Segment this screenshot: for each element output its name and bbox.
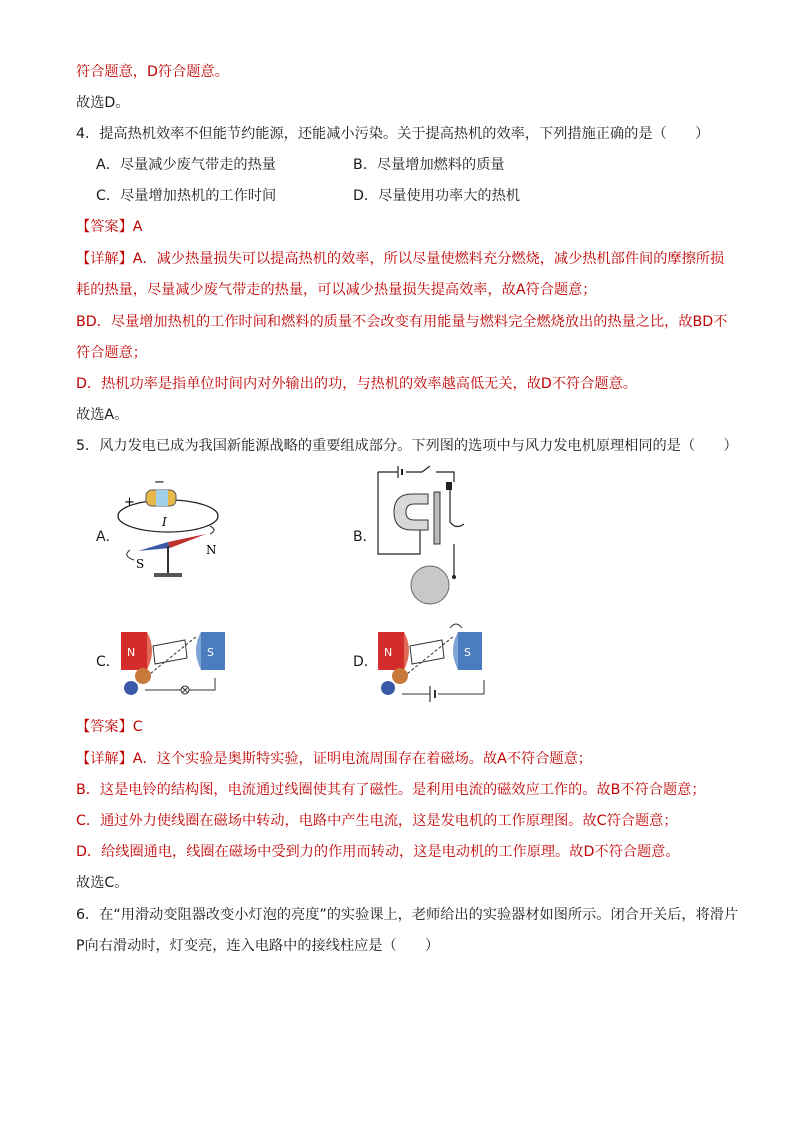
prev-answer-line: 符合题意，D符合题意。 (76, 64, 229, 80)
magnet-south: S (464, 646, 471, 659)
q5-detail-1 (76, 749, 718, 769)
detail-text: A．减少热量损失可以提高热机的效率，所以尽量使燃料充分燃烧，减少热机部件间的摩擦所损 (132, 251, 725, 267)
magnet-north: N (384, 646, 393, 659)
answer-value: C (132, 719, 143, 735)
detail-text: A．这个实验是奥斯特实验，证明电流周围存在着磁场。故A不符合题意； (132, 751, 592, 767)
q6-stem-1: 6．在“用滑动变阻器改变小灯泡的亮度”的实验课上，老师给出的实验器材如图所示。闭合开关后，将滑片 (76, 907, 739, 923)
motor-figure (372, 614, 492, 706)
q5-stem: 5．风力发电已成为我国新能源战略的重要组成部分。下列图的选项中与风力发电机原理相同的是（ ） (76, 438, 738, 454)
oersted-figure (110, 476, 230, 581)
q4-option-d: D．尽量使用功率大的热机 (353, 188, 520, 204)
q4-stem: 4．提高热机效率不但能节约能源，还能减小污染。关于提高热机的效率，下列措施正确的是（ ） (76, 126, 710, 142)
q4-answer (76, 217, 718, 237)
answer-tag: 【答案】 (76, 719, 133, 735)
plus-sign: + (124, 495, 135, 510)
q5-answer (76, 717, 718, 737)
detail-tag: 【详解】 (76, 251, 133, 267)
answer-tag: 【答案】 (76, 219, 133, 235)
prev-conclusion: 故选D。 (76, 95, 130, 111)
q5-detail-2: B．这是电铃的结构图，电流通过线圈使其有了磁性。是利用电流的磁效应工作的。故B不符合题意； (76, 782, 706, 798)
electric-bell-figure (370, 462, 480, 607)
q4-detail-3: BD．尽量增加热机的工作时间和燃料的质量不会改变有用能量与燃料完全燃烧放出的热量之比，故BD不 (76, 314, 728, 330)
q4-detail-4: 符合题意； (76, 345, 147, 361)
minus-sign: − (154, 476, 165, 490)
south-pole: S (136, 557, 145, 571)
q4-option-a: A．尽量减少废气带走的热量 (96, 157, 276, 173)
fig-c-label: C． (96, 654, 120, 670)
detail-tag: 【详解】 (76, 751, 133, 767)
current-label: I (162, 515, 167, 529)
fig-d-label: D． (353, 654, 378, 670)
q4-detail-5: D．热机功率是指单位时间内对外输出的功，与热机的效率越高低无关，故D不符合题意。 (76, 376, 637, 392)
q4-detail-1 (76, 249, 725, 269)
fig-a-label: A． (96, 529, 120, 545)
generator-figure (115, 618, 235, 700)
fig-b-label: B． (353, 529, 377, 545)
q4-option-b: B．尽量增加燃料的质量 (353, 157, 505, 173)
answer-value: A (132, 219, 143, 235)
q5-detail-3: C．通过外力使线圈在磁场中转动，电路中产生电流，这是发电机的工作原理图。故C符合题意； (76, 813, 678, 829)
q5-detail-4: D．给线圈通电，线圈在磁场中受到力的作用而转动，这是电动机的工作原理。故D不符合题意。 (76, 844, 680, 860)
north-pole: N (206, 543, 217, 557)
q4-conclusion: 故选A。 (76, 407, 129, 423)
q4-option-c: C．尽量增加热机的工作时间 (96, 188, 277, 204)
q4-detail-2: 耗的热量，尽量减少废气带走的热量，可以减少热量损失提高效率，故A符合题意； (76, 282, 597, 298)
q5-conclusion: 故选C。 (76, 875, 129, 891)
magnet-south: S (207, 646, 214, 659)
q6-stem-2: P向右滑动时，灯变亮，连入电路中的接线柱应是（ ） (76, 938, 440, 954)
magnet-north: N (127, 646, 136, 659)
